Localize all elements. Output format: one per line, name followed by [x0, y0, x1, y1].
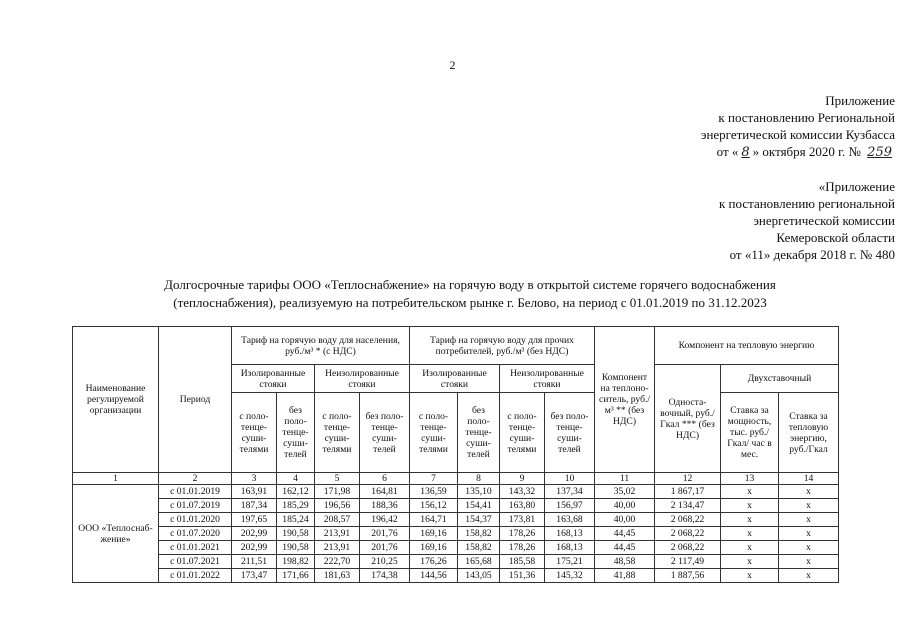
- column-index: 11: [595, 473, 655, 485]
- value-cell: 198,82: [277, 555, 315, 569]
- table-row: [73, 499, 839, 513]
- value-cell: 156,97: [545, 499, 595, 513]
- value-cell: 171,66: [277, 569, 315, 583]
- value-cell: 41,88: [595, 569, 655, 583]
- header-period: Период: [159, 327, 232, 473]
- value-cell: 163,80: [500, 499, 545, 513]
- value-cell: 171,98: [315, 485, 360, 499]
- period-cell: с 01.07.2019: [159, 499, 232, 513]
- appendix-line: Приложение: [825, 93, 895, 108]
- value-cell: х: [779, 527, 839, 541]
- value-cell: 162,12: [277, 485, 315, 499]
- title-line: (теплоснабжения), реализуемую на потребительском рынке г. Белово, на период с 01.01.2019 по 31.12.2023: [173, 295, 767, 310]
- table-row: [73, 541, 839, 555]
- value-cell: 173,47: [232, 569, 277, 583]
- value-cell: 2 134,47: [655, 499, 721, 513]
- value-cell: 174,38: [360, 569, 410, 583]
- value-cell: 2 117,49: [655, 555, 721, 569]
- value-cell: 188,36: [360, 499, 410, 513]
- value-cell: х: [779, 555, 839, 569]
- value-cell: 137,34: [545, 485, 595, 499]
- column-index: 4: [277, 473, 315, 485]
- value-cell: 163,91: [232, 485, 277, 499]
- value-cell: х: [721, 485, 779, 499]
- value-cell: 168,13: [545, 541, 595, 555]
- period-cell: с 01.01.2020: [159, 513, 232, 527]
- value-cell: 2 068,22: [655, 527, 721, 541]
- table-row: [73, 485, 839, 499]
- value-cell: 211,51: [232, 555, 277, 569]
- value-cell: 173,81: [500, 513, 545, 527]
- appendix-line: к постановлению региональной: [718, 196, 895, 211]
- value-cell: 158,82: [458, 527, 500, 541]
- value-cell: 40,00: [595, 499, 655, 513]
- value-cell: 164,81: [360, 485, 410, 499]
- column-index: 3: [232, 473, 277, 485]
- column-index: 14: [779, 473, 839, 485]
- value-cell: 35,02: [595, 485, 655, 499]
- value-cell: 196,42: [360, 513, 410, 527]
- value-cell: 135,10: [458, 485, 500, 499]
- page-number: 2: [449, 58, 456, 72]
- value-cell: 202,99: [232, 527, 277, 541]
- value-cell: х: [779, 541, 839, 555]
- value-cell: 1 887,56: [655, 569, 721, 583]
- value-cell: 44,45: [595, 527, 655, 541]
- period-cell: с 01.01.2022: [159, 569, 232, 583]
- tariff-data-body: [73, 485, 839, 583]
- value-cell: 2 068,22: [655, 513, 721, 527]
- header-without-dryers: без поло-тенце-суши-телей: [360, 393, 410, 473]
- value-cell: 169,16: [410, 541, 458, 555]
- value-cell: 136,59: [410, 485, 458, 499]
- title-line: Долгосрочные тарифы ООО «Теплоснабжение» на горячую воду в открытой системе горячего водоснабжения: [164, 277, 776, 292]
- value-cell: 164,71: [410, 513, 458, 527]
- value-cell: 181,63: [315, 569, 360, 583]
- value-cell: 175,21: [545, 555, 595, 569]
- value-cell: 143,32: [500, 485, 545, 499]
- appendix-original-header: [719, 178, 895, 263]
- value-cell: х: [721, 513, 779, 527]
- column-index: 6: [360, 473, 410, 485]
- column-index: 8: [458, 473, 500, 485]
- value-cell: 210,25: [360, 555, 410, 569]
- table-row: [73, 569, 839, 583]
- value-cell: 178,26: [500, 527, 545, 541]
- header-non-insulated: Неизолированные стояки: [315, 365, 410, 393]
- appendix-line: к постановлению Региональной: [718, 110, 895, 125]
- value-cell: 145,32: [545, 569, 595, 583]
- value-cell: 185,29: [277, 499, 315, 513]
- value-cell: 208,57: [315, 513, 360, 527]
- appendix-line: энергетической комиссии Кузбасса: [700, 127, 895, 142]
- value-cell: 156,12: [410, 499, 458, 513]
- appendix-header: [701, 92, 895, 161]
- value-cell: 1 867,17: [655, 485, 721, 499]
- handwritten-day: 8: [741, 145, 750, 160]
- value-cell: 143,05: [458, 569, 500, 583]
- table-row: [73, 527, 839, 541]
- value-cell: 165,68: [458, 555, 500, 569]
- value-cell: х: [721, 541, 779, 555]
- appendix-line: «Приложение: [818, 179, 895, 194]
- value-cell: 144,56: [410, 569, 458, 583]
- column-index: 12: [655, 473, 721, 485]
- header-with-dryers: с поло-тенце-суши-телями: [410, 393, 458, 473]
- column-index: 9: [500, 473, 545, 485]
- column-index: 5: [315, 473, 360, 485]
- header-insulated: Изолированные стояки: [232, 365, 315, 393]
- header-org: Наименование регулируемой организации: [73, 327, 159, 473]
- value-cell: 151,36: [500, 569, 545, 583]
- appendix-date-line: [701, 143, 895, 161]
- value-cell: 187,34: [232, 499, 277, 513]
- column-index-row: [73, 473, 839, 485]
- value-cell: 163,68: [545, 513, 595, 527]
- header-capacity-rate: Ставка за мощность, тыс. руб./ Гкал/ час в мес.: [721, 393, 779, 473]
- header-with-dryers: с поло-тенце-суши-телями: [315, 393, 360, 473]
- column-index: 10: [545, 473, 595, 485]
- date-suffix: » октября 2020 г. №: [752, 144, 861, 159]
- header-two-rate: Двухставочный: [721, 365, 839, 393]
- value-cell: 201,76: [360, 541, 410, 555]
- handwritten-number: 259: [867, 145, 892, 160]
- value-cell: 44,45: [595, 541, 655, 555]
- header-other-tariff: Тариф на горячую воду для прочих потребителей, руб./м³ (без НДС): [410, 327, 595, 365]
- header-without-dryers: без поло-тенце-суши-телей: [545, 393, 595, 473]
- value-cell: 202,99: [232, 541, 277, 555]
- org-name-cell: ООО «Теплоснаб-жение»: [73, 485, 159, 583]
- value-cell: 213,91: [315, 527, 360, 541]
- appendix-line: от «11» декабря 2018 г. № 480: [729, 247, 895, 262]
- header-without-dryers: без поло-тенце-суши-телей: [458, 393, 500, 473]
- value-cell: х: [721, 527, 779, 541]
- document-title: [40, 276, 900, 312]
- value-cell: 185,24: [277, 513, 315, 527]
- value-cell: х: [779, 485, 839, 499]
- value-cell: 169,16: [410, 527, 458, 541]
- header-without-dryers: без поло-тенце-суши-телей: [277, 393, 315, 473]
- column-index: 1: [73, 473, 159, 485]
- header-insulated: Изолированные стояки: [410, 365, 500, 393]
- header-with-dryers: с поло-тенце-суши-телями: [232, 393, 277, 473]
- value-cell: 190,58: [277, 527, 315, 541]
- header-carrier-component: Компонент на теплоно-ситель, руб./м³ ** (без НДС): [595, 327, 655, 473]
- table-row: [73, 555, 839, 569]
- header-non-insulated: Неизолированные стояки: [500, 365, 595, 393]
- value-cell: х: [779, 513, 839, 527]
- period-cell: с 01.07.2020: [159, 527, 232, 541]
- value-cell: 196,56: [315, 499, 360, 513]
- period-cell: с 01.01.2021: [159, 541, 232, 555]
- value-cell: 48,58: [595, 555, 655, 569]
- value-cell: 213,91: [315, 541, 360, 555]
- value-cell: 154,37: [458, 513, 500, 527]
- value-cell: 178,26: [500, 541, 545, 555]
- value-cell: 2 068,22: [655, 541, 721, 555]
- header-energy-rate: Ставка за тепловую энергию, руб./Гкал: [779, 393, 839, 473]
- value-cell: 190,58: [277, 541, 315, 555]
- period-cell: с 01.01.2019: [159, 485, 232, 499]
- value-cell: х: [721, 555, 779, 569]
- value-cell: 201,76: [360, 527, 410, 541]
- value-cell: 158,82: [458, 541, 500, 555]
- column-index: 13: [721, 473, 779, 485]
- value-cell: х: [779, 569, 839, 583]
- value-cell: 40,00: [595, 513, 655, 527]
- appendix-line: Кемеровской области: [776, 230, 895, 245]
- header-population-tariff: Тариф на горячую воду для населения, руб./м³ * (с НДС): [232, 327, 410, 365]
- column-index: 7: [410, 473, 458, 485]
- header-energy-component: Компонент на тепловую энергию: [655, 327, 839, 365]
- value-cell: 168,13: [545, 527, 595, 541]
- value-cell: х: [721, 499, 779, 513]
- date-prefix: от «: [716, 144, 739, 159]
- value-cell: 154,41: [458, 499, 500, 513]
- value-cell: 176,26: [410, 555, 458, 569]
- header-single-rate: Односта-вочный, руб./Гкал *** (без НДС): [655, 365, 721, 473]
- tariff-table: [72, 326, 839, 583]
- value-cell: х: [721, 569, 779, 583]
- value-cell: х: [779, 499, 839, 513]
- value-cell: 222,70: [315, 555, 360, 569]
- value-cell: 185,58: [500, 555, 545, 569]
- appendix-line: энергетической комиссии: [753, 213, 895, 228]
- period-cell: с 01.07.2021: [159, 555, 232, 569]
- table-row: [73, 513, 839, 527]
- value-cell: 197,65: [232, 513, 277, 527]
- header-with-dryers: с поло-тенце-суши-телями: [500, 393, 545, 473]
- column-index: 2: [159, 473, 232, 485]
